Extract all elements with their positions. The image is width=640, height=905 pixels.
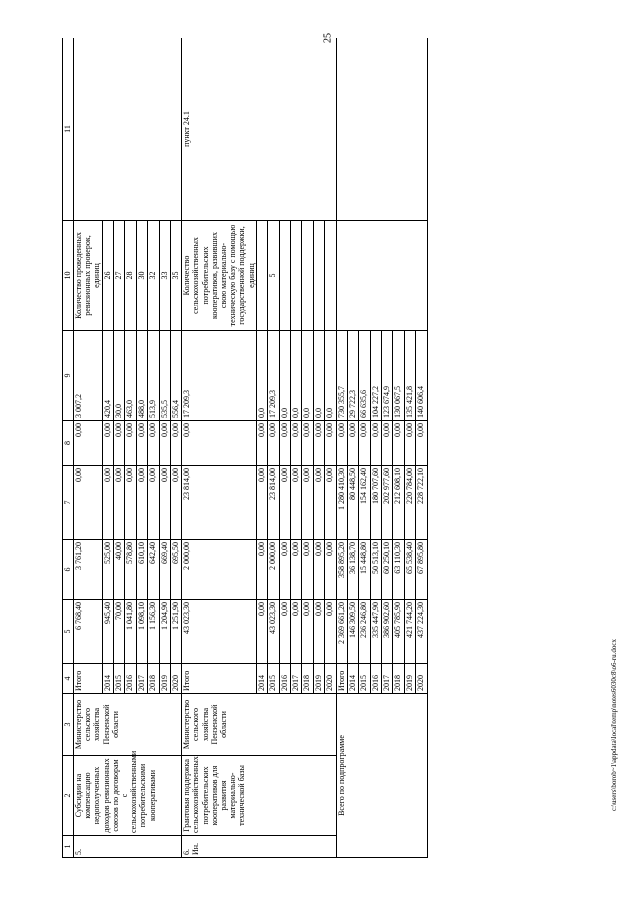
- amount-cell: 0,00: [159, 466, 170, 540]
- amount-cell: 228 722,10: [416, 466, 427, 540]
- amount-cell: 0,00: [325, 421, 336, 466]
- amount-cell: 0,00: [125, 421, 136, 466]
- measure-name-cell: Грантовая поддержка сельскохозяйственных потребительских кооперативов для развития материально-технической базы: [182, 756, 336, 836]
- column-number-cell: 5: [63, 600, 74, 664]
- column-number-cell: 4: [63, 664, 74, 694]
- amount-cell: 236 246,80: [359, 600, 370, 664]
- amount-cell: 535,5: [159, 331, 170, 421]
- column-number-cell: 8: [63, 421, 74, 466]
- indicator-name-cell: Количество проведенных ревизионных проверок, единиц: [74, 221, 103, 331]
- amount-cell: 0,0: [256, 331, 267, 421]
- amount-cell: 0,0: [279, 331, 290, 421]
- amount-cell: 3 761,20: [74, 540, 103, 600]
- indicator-value-cell: 5: [268, 221, 279, 331]
- amount-cell: 0,00: [279, 600, 290, 664]
- amount-cell: 642,40: [148, 540, 159, 600]
- empty-cell: [336, 38, 427, 221]
- amount-cell: 80 448,50: [347, 466, 358, 540]
- amount-cell: 0,00: [102, 466, 113, 540]
- measure-name-cell: Субсидии на компенсацию недополученных доходов ревизионных союзов по договорам с сельскохозяйственными потребительскими кооперативами: [74, 756, 182, 836]
- column-number-cell: 11: [63, 38, 74, 221]
- amount-cell: 67 895,80: [416, 540, 427, 600]
- amount-cell: 0,00: [302, 466, 313, 540]
- year-cell: 2019: [159, 664, 170, 694]
- amount-cell: 0,00: [313, 540, 324, 600]
- amount-cell: 420,4: [102, 331, 113, 421]
- indicator-value-cell: 35: [170, 221, 181, 331]
- indicator-value-cell: 26: [102, 221, 113, 331]
- year-cell: 2014: [256, 664, 267, 694]
- year-cell: 2017: [136, 664, 147, 694]
- amount-cell: 0,00: [302, 540, 313, 600]
- amount-cell: 0,00: [279, 466, 290, 540]
- amount-cell: 0,00: [74, 421, 103, 466]
- indicator-value-cell: [325, 221, 336, 331]
- amount-cell: 0,00: [290, 466, 301, 540]
- amount-cell: 0,00: [359, 421, 370, 466]
- indicator-value-cell: [256, 221, 267, 331]
- indicator-value-cell: 27: [113, 221, 124, 331]
- amount-cell: 70,00: [113, 600, 124, 664]
- column-number-cell: 3: [63, 694, 74, 756]
- amount-cell: 0,0: [290, 331, 301, 421]
- amount-cell: 513,9: [148, 331, 159, 421]
- amount-cell: 146 309,50: [347, 600, 358, 664]
- amount-cell: 556,4: [170, 331, 181, 421]
- amount-cell: 0,00: [113, 466, 124, 540]
- executor-cell: Министерство сельского хозяйства Пензенской области: [182, 694, 336, 756]
- amount-cell: 43 023,30: [268, 600, 279, 664]
- amount-cell: 15 448,80: [359, 540, 370, 600]
- amount-cell: 40,00: [113, 540, 124, 600]
- amount-cell: 0,00: [268, 421, 279, 466]
- amount-cell: 0,00: [136, 421, 147, 466]
- amount-cell: 202 977,60: [382, 466, 393, 540]
- amount-cell: 0,00: [302, 600, 313, 664]
- amount-cell: 1 041,80: [125, 600, 136, 664]
- row-number-cell: 6. Ин.: [182, 836, 336, 858]
- amount-cell: 104 227,2: [370, 331, 381, 421]
- year-cell: 2016: [125, 664, 136, 694]
- table-row: [74, 38, 103, 858]
- amount-cell: 421 744,20: [404, 600, 415, 664]
- indicator-value-cell: 30: [136, 221, 147, 331]
- year-cell: 2020: [325, 664, 336, 694]
- column-number-cell: 6: [63, 540, 74, 600]
- amount-cell: 0,00: [148, 466, 159, 540]
- amount-cell: 0,00: [113, 421, 124, 466]
- total-label-cell: Всего по подпрограмме: [336, 694, 427, 858]
- amount-cell: 0,00: [382, 421, 393, 466]
- amount-cell: 0,00: [290, 600, 301, 664]
- amount-cell: 0,00: [170, 466, 181, 540]
- amount-cell: 2 000,00: [268, 540, 279, 600]
- amount-cell: 0,00: [256, 466, 267, 540]
- amount-cell: 50 513,10: [370, 540, 381, 600]
- amount-cell: 23 814,00: [268, 466, 279, 540]
- amount-cell: 154 162,40: [359, 466, 370, 540]
- column-number-row: [63, 38, 74, 858]
- amount-cell: 0,00: [325, 540, 336, 600]
- amount-cell: 0,0: [302, 331, 313, 421]
- amount-cell: 0,00: [148, 421, 159, 466]
- amount-cell: 1 156,30: [148, 600, 159, 664]
- amount-cell: 0,00: [313, 421, 324, 466]
- year-cell: 2018: [393, 664, 404, 694]
- amount-cell: 0,00: [256, 421, 267, 466]
- year-cell: 2017: [290, 664, 301, 694]
- year-cell: Итого: [336, 664, 347, 694]
- amount-cell: 60 250,10: [382, 540, 393, 600]
- amount-cell: 0,00: [256, 600, 267, 664]
- amount-cell: 578,80: [125, 540, 136, 600]
- year-cell: 2018: [302, 664, 313, 694]
- amount-cell: 212 608,10: [393, 466, 404, 540]
- amount-cell: 0,00: [170, 421, 181, 466]
- amount-cell: 0,00: [347, 421, 358, 466]
- amount-cell: 945,40: [102, 600, 113, 664]
- amount-cell: 0,0: [325, 331, 336, 421]
- amount-cell: 0,00: [404, 421, 415, 466]
- amount-cell: 525,00: [102, 540, 113, 600]
- amount-cell: 437 224,30: [416, 600, 427, 664]
- amount-cell: 6 768,40: [74, 600, 103, 664]
- amount-cell: 0,00: [136, 466, 147, 540]
- amount-cell: 0,00: [182, 421, 257, 466]
- year-cell: 2020: [416, 664, 427, 694]
- year-cell: 2015: [359, 664, 370, 694]
- indicator-value-cell: [313, 221, 324, 331]
- year-cell: 2019: [404, 664, 415, 694]
- amount-cell: 386 902,60: [382, 600, 393, 664]
- amount-cell: 1 280 410,30: [336, 466, 347, 540]
- year-cell: Итого: [74, 664, 103, 694]
- indicator-value-cell: 32: [148, 221, 159, 331]
- amount-cell: 2 000,00: [182, 540, 257, 600]
- year-cell: 2015: [268, 664, 279, 694]
- amount-cell: 30,0: [113, 331, 124, 421]
- reference-cell: [74, 38, 182, 221]
- amount-cell: 358 895,20: [336, 540, 347, 600]
- amount-cell: 0,00: [325, 466, 336, 540]
- amount-cell: 123 674,9: [382, 331, 393, 421]
- amount-cell: 36 138,70: [347, 540, 358, 600]
- amount-cell: 695,50: [170, 540, 181, 600]
- year-cell: Итого: [182, 664, 257, 694]
- amount-cell: 488,0: [136, 331, 147, 421]
- year-cell: 2014: [102, 664, 113, 694]
- year-cell: 2015: [113, 664, 124, 694]
- indicator-name-cell: Количество сельскохозяйственных потребительских кооперативов, развивших свою материально-техническую базу с помощью государственной поддержки, единиц: [182, 221, 257, 331]
- amount-cell: 65 538,40: [404, 540, 415, 600]
- amount-cell: 0,00: [74, 466, 103, 540]
- column-number-cell: 9: [63, 331, 74, 421]
- amount-cell: 3 007,2: [74, 331, 103, 421]
- column-number-cell: 1: [63, 836, 74, 858]
- amount-cell: 1 251,90: [170, 600, 181, 664]
- row-number-cell: 5.: [74, 836, 182, 858]
- amount-cell: 66 635,6: [359, 331, 370, 421]
- program-table: [62, 38, 428, 858]
- amount-cell: 0,00: [416, 421, 427, 466]
- amount-cell: 1 204,90: [159, 600, 170, 664]
- page-body: [62, 38, 590, 858]
- amount-cell: 0,00: [325, 600, 336, 664]
- year-cell: 2020: [170, 664, 181, 694]
- year-cell: 2018: [148, 664, 159, 694]
- amount-cell: 0,00: [302, 421, 313, 466]
- page-number: 25: [322, 33, 334, 43]
- amount-cell: 0,00: [279, 540, 290, 600]
- amount-cell: 730 355,7: [336, 331, 347, 421]
- indicator-value-cell: 33: [159, 221, 170, 331]
- amount-cell: 0,00: [336, 421, 347, 466]
- amount-cell: 1 098,10: [136, 600, 147, 664]
- footer-path: c:\users\borob~1\appdata\local\temp\notes6030c8\o6-ru.docx: [610, 639, 618, 811]
- column-number-cell: 10: [63, 221, 74, 331]
- executor-cell: Министерство сельского хозяйства Пензенской области: [74, 694, 182, 756]
- total-row: [336, 38, 347, 858]
- amount-cell: 43 023,30: [182, 600, 257, 664]
- year-cell: 2017: [382, 664, 393, 694]
- amount-cell: 405 785,90: [393, 600, 404, 664]
- amount-cell: 0,00: [313, 466, 324, 540]
- amount-cell: 0,00: [159, 421, 170, 466]
- amount-cell: 0,00: [256, 540, 267, 600]
- year-cell: 2014: [347, 664, 358, 694]
- amount-cell: 0,00: [290, 421, 301, 466]
- indicator-value-cell: 28: [125, 221, 136, 331]
- amount-cell: 0,0: [313, 331, 324, 421]
- year-cell: 2019: [313, 664, 324, 694]
- amount-cell: 17 209,3: [182, 331, 257, 421]
- amount-cell: 0,00: [125, 466, 136, 540]
- indicator-value-cell: [290, 221, 301, 331]
- amount-cell: 130 067,5: [393, 331, 404, 421]
- amount-cell: 63 110,30: [393, 540, 404, 600]
- indicator-value-cell: [302, 221, 313, 331]
- amount-cell: 0,00: [279, 421, 290, 466]
- empty-cell: [336, 221, 427, 331]
- amount-cell: 29 722,3: [347, 331, 358, 421]
- amount-cell: 0,00: [393, 421, 404, 466]
- rotated-table-container: [62, 38, 590, 858]
- amount-cell: 0,00: [102, 421, 113, 466]
- amount-cell: 0,00: [313, 600, 324, 664]
- amount-cell: 180 707,60: [370, 466, 381, 540]
- year-cell: 2016: [370, 664, 381, 694]
- amount-cell: 140 606,4: [416, 331, 427, 421]
- amount-cell: 335 447,90: [370, 600, 381, 664]
- table-row: [182, 38, 257, 858]
- column-number-cell: 7: [63, 466, 74, 540]
- amount-cell: 23 814,00: [182, 466, 257, 540]
- amount-cell: 0,00: [290, 540, 301, 600]
- year-cell: 2016: [279, 664, 290, 694]
- amount-cell: 17 209,3: [268, 331, 279, 421]
- amount-cell: 463,0: [125, 331, 136, 421]
- amount-cell: 2 369 661,20: [336, 600, 347, 664]
- column-number-cell: 2: [63, 756, 74, 836]
- amount-cell: 669,40: [159, 540, 170, 600]
- amount-cell: 220 784,00: [404, 466, 415, 540]
- indicator-value-cell: [279, 221, 290, 331]
- amount-cell: 0,00: [370, 421, 381, 466]
- reference-cell: пункт 24.1: [182, 38, 336, 221]
- amount-cell: 135 421,8: [404, 331, 415, 421]
- amount-cell: 610,10: [136, 540, 147, 600]
